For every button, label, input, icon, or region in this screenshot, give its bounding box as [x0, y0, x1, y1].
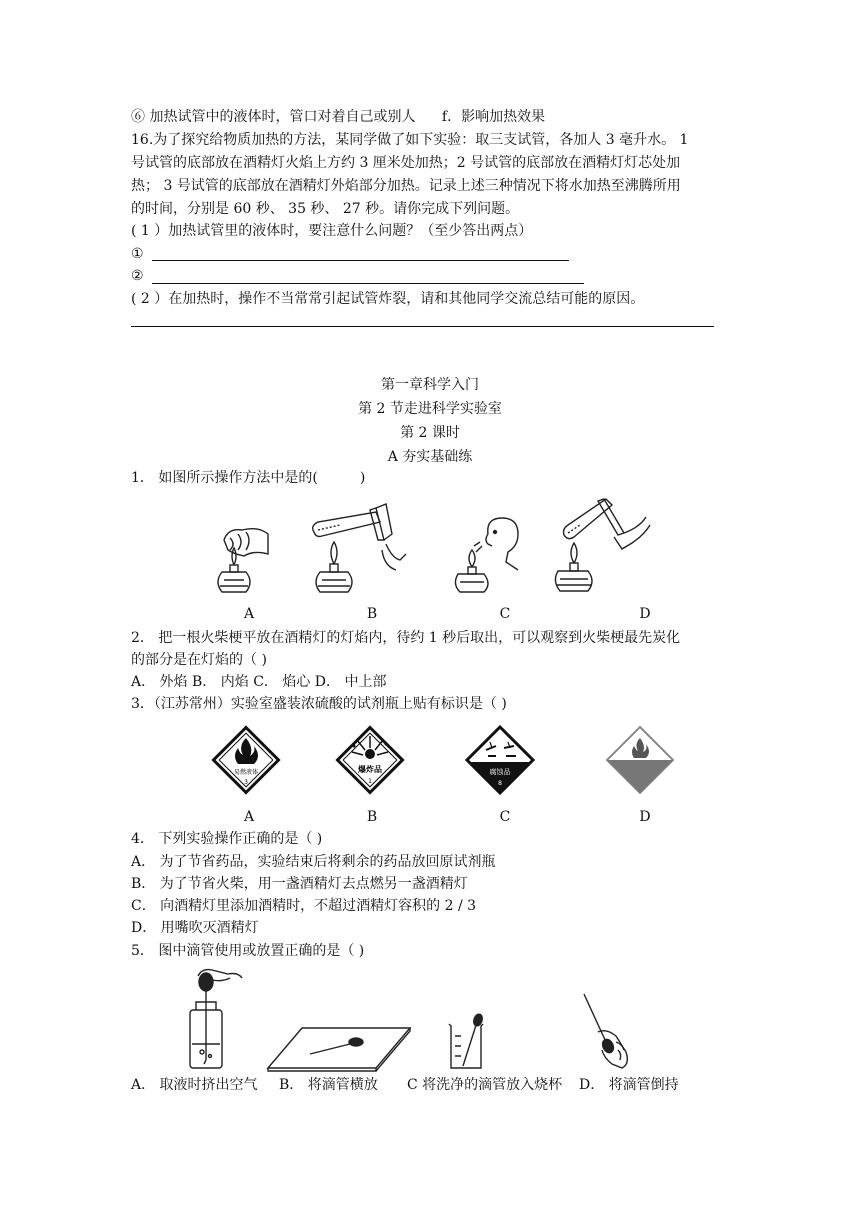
q16-part-2: ( 2 ）在加热时，操作不当常常引起试管炸裂，请和其他同学交流总结可能的原因。	[131, 291, 645, 307]
q3-label-a: A	[243, 809, 255, 825]
q16-line-4: 的时间，分别是 60 秒、 35 秒、 27 秒。请你完成下列问题。	[131, 201, 520, 217]
q3-text: 3．（江苏常州）实验室盛装浓硫酸的试剂瓶上贴有标识是（ )	[131, 696, 507, 712]
q1-text: 1． 如图所示操作方法中是的( )	[131, 470, 366, 486]
flammable-gray-sign-icon	[602, 722, 678, 798]
q16-part-1: ( 1 ）加热试管里的液体时，要注意什么问题？（至少答出两点）	[131, 223, 533, 239]
q2-options: A． 外焰 B． 内焰 C． 焰心 D． 中上部	[131, 674, 387, 690]
q4-option-d: D． 用嘴吹灭酒精灯	[131, 920, 259, 936]
sign-b-text: 爆炸品	[358, 765, 382, 774]
q4-option-a: A． 为了节省药品，实验结束后将剩余的药品放回原试剂瓶	[131, 854, 496, 870]
blank-2-marker: ②	[131, 268, 144, 284]
q1-label-d: D	[639, 606, 651, 622]
q5-figure-c	[445, 1012, 491, 1072]
corrosive-sign-icon	[462, 722, 538, 798]
q4-text: 4． 下列实验操作正确的是（ )	[131, 831, 323, 847]
explosive-sign-icon	[332, 722, 408, 798]
sign-b-class: 1	[368, 778, 372, 785]
sign-a-class: 3	[244, 779, 248, 786]
q1-figure-a	[200, 520, 280, 595]
q4-option-b: B． 为了节省火柴，用一盏酒精灯去点燃另一盏酒精灯	[131, 876, 468, 892]
answer-blank-2[interactable]	[152, 283, 584, 284]
flammable-liquid-sign-icon	[208, 722, 284, 798]
sign-a-text: 易燃液体	[233, 769, 259, 776]
q1-label-c: C	[499, 606, 511, 622]
q5-text: 5． 图中滴管使用或放置正确的是（ )	[131, 943, 365, 959]
q16-line-1: 16.为了探究给物质加热的方法，某同学做了如下实验：取三支试管，各加人 3 毫升水。 1	[131, 132, 689, 148]
q2-line-1: 2． 把一根火柴梗平放在酒精灯的灯焰内，待约 1 秒后取出，可以观察到火柴梗最先炭化	[131, 630, 681, 646]
q5-figure-d	[576, 992, 642, 1072]
section-heading: 第 2 节走进科学实验室	[358, 401, 502, 417]
q5-caption-c: C 将洗净的滴管放入烧杯	[407, 1077, 563, 1093]
item-6-result: f．影响加热效果	[441, 109, 546, 125]
blank-1-marker: ①	[131, 246, 144, 262]
q3-label-c: C	[499, 809, 511, 825]
q1-figure-b	[300, 500, 410, 595]
q3-label-b: B	[366, 809, 378, 825]
q5-caption-b: B． 将滴管横放	[279, 1077, 378, 1093]
q1-figure-d	[550, 495, 660, 595]
sign-c-text: 腐蚀品	[489, 768, 511, 776]
q16-line-2: 号试管的底部放在酒精灯火焰上方约 3 厘米处加热；2 号试管的底部放在酒精灯灯芯处加	[131, 155, 681, 171]
q5-caption-d: D． 将滴管倒持	[579, 1077, 679, 1093]
item-6-text: ⑥ 加热试管中的液体时，管口对着自己或别人	[131, 109, 416, 125]
q16-line-3: 热； 3 号试管的底部放在酒精灯外焰部分加热。记录上述三种情况下将水加热至沸腾所用	[131, 178, 681, 194]
q4-option-c: C． 向酒精灯里添加酒精时，不超过酒精灯容积的 2 / 3	[131, 898, 477, 914]
answer-blank-1[interactable]	[152, 260, 569, 261]
q3-label-d: D	[639, 809, 651, 825]
chapter-heading: 第一章科学入门	[381, 377, 479, 393]
answer-blank-3[interactable]	[131, 326, 714, 327]
item-6	[131, 107, 545, 127]
q1-figure-c	[448, 512, 528, 597]
q1-label-b: B	[366, 606, 378, 622]
q2-line-2: 的部分是在灯焰的（ )	[131, 652, 267, 668]
subtitle-heading: A 夯实基础练	[387, 449, 473, 465]
q5-caption-a: A． 取液时挤出空气	[131, 1077, 258, 1093]
sign-c-class: 8	[498, 780, 502, 787]
q5-figure-a	[178, 966, 248, 1072]
lesson-heading: 第 2 课时	[400, 425, 460, 441]
q5-figure-b	[266, 1024, 412, 1072]
q1-label-a: A	[243, 606, 255, 622]
